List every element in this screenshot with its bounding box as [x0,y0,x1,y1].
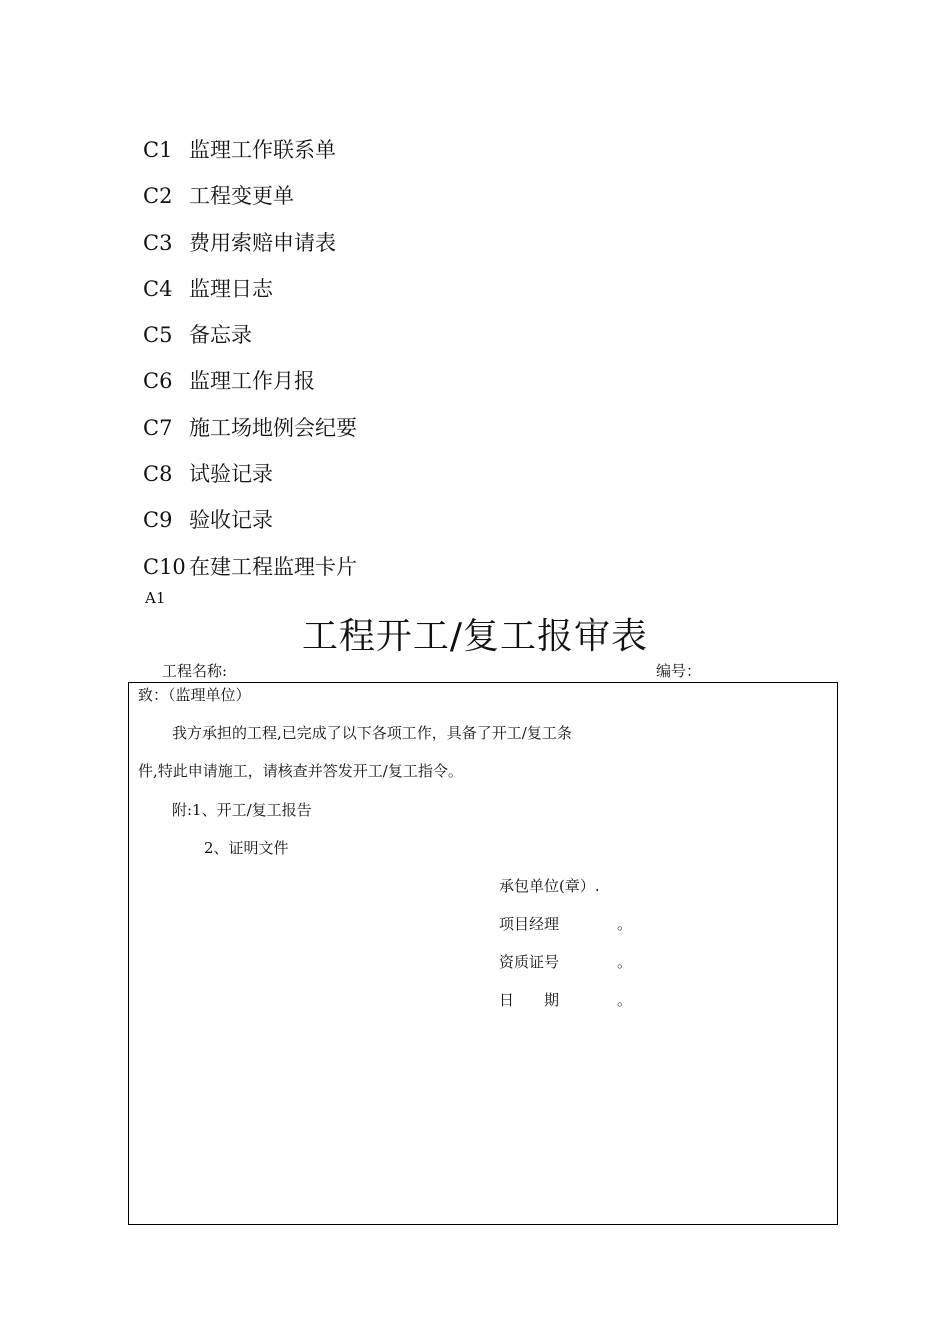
project-manager-label: 项目经理 [499,915,560,933]
item-label: 验收记录 [189,508,273,533]
form-code: A1 [145,589,166,607]
list-item [143,319,357,365]
list-item [143,134,357,180]
serial-number-label: 编号： [656,662,702,680]
list-item [143,227,357,273]
item-label: 施工场地例会纪要 [189,415,357,440]
list-item [143,273,357,319]
item-code: C7 [143,415,173,440]
contractor-label: 承包单位(章）. [499,877,600,895]
project-name-label: 工程名称: [162,662,228,680]
body-text-line-2: 件,特此申请施工，请核查并答发开工/复工指令。 [138,762,463,780]
item-code: C10 [143,554,186,579]
list-item [143,551,357,597]
list-item [143,458,357,504]
item-label: 监理工作月报 [189,369,315,394]
item-label: 在建工程监理卡片 [189,554,357,579]
item-label: 监理工作联系单 [189,138,336,162]
form-title: 工程开工/复工报审表 [301,616,649,657]
item-label: 试验记录 [189,462,273,487]
item-label: 工程变更单 [189,184,294,209]
attachment-2: 2、证明文件 [204,839,289,857]
form-box [128,682,838,1225]
item-code: C8 [143,462,173,487]
date-mark: 。 [617,991,633,1009]
date-label: 日 期 [499,991,560,1009]
project-manager-mark: 。 [617,915,633,933]
item-label: 备忘录 [189,323,252,348]
list-item [143,180,357,226]
item-code: C9 [143,508,173,533]
list-item [143,412,357,458]
item-code: C3 [143,230,173,255]
qualification-label: 资质证号 [499,953,560,971]
item-code: C5 [143,323,173,348]
qualification-mark: 。 [617,953,633,971]
item-label: 监理日志 [189,276,273,301]
body-text-line-1: 我方承担的工程,已完成了以下各项工作，具备了开工/复工条 [172,724,572,742]
addressee-line: 致：（监理单位） [138,686,251,704]
item-code: C1 [143,138,173,162]
item-code: C2 [143,184,173,209]
attachment-1: 附:1、开工/复工报告 [172,801,312,819]
item-code: C6 [143,369,173,394]
item-code: C4 [143,276,173,301]
item-label: 费用索赔申请表 [189,230,336,255]
list-item [143,365,357,411]
list-item [143,504,357,550]
document-list [143,134,357,597]
